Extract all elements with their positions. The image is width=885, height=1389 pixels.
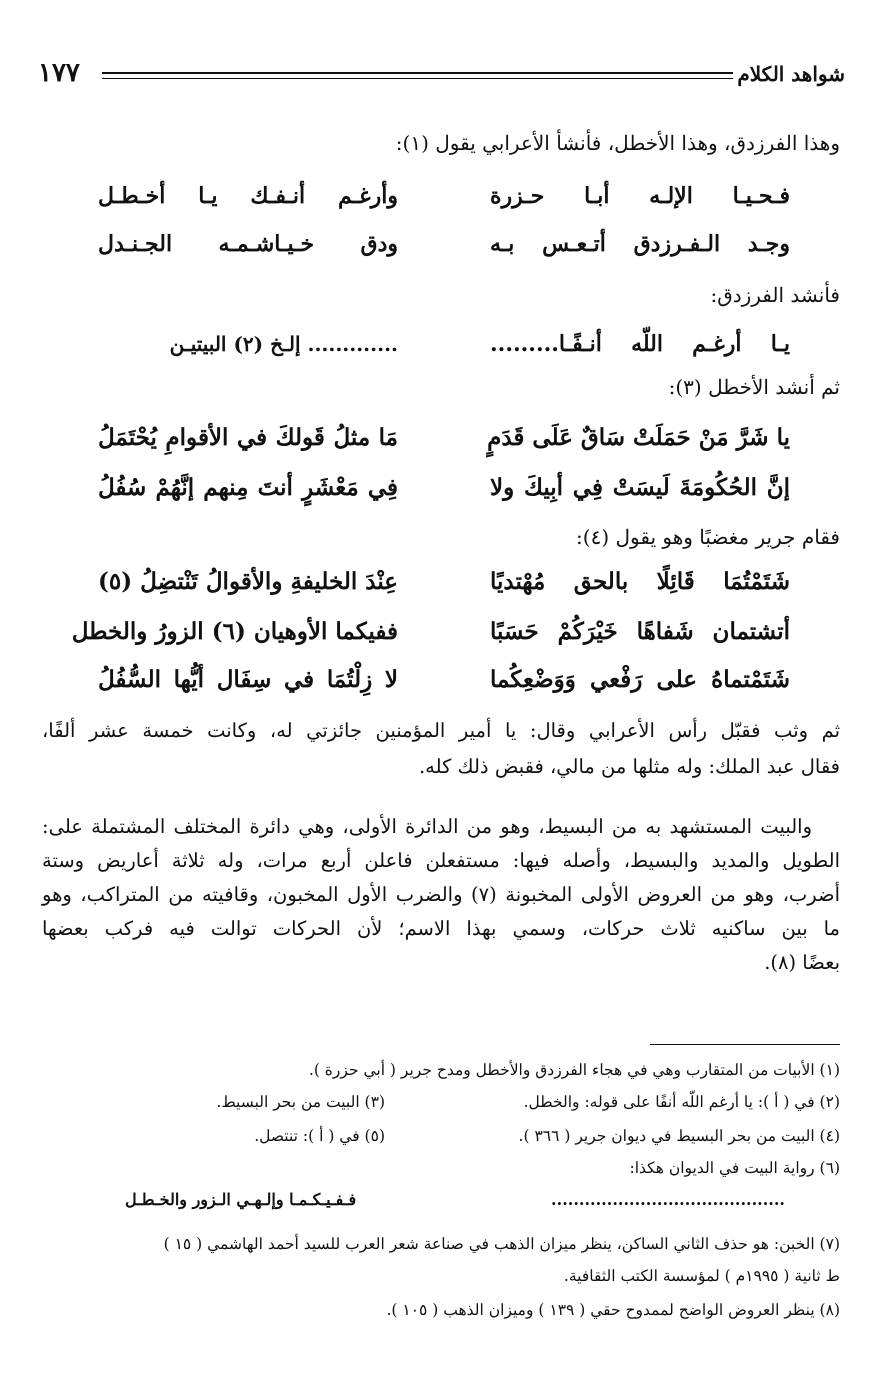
intro-line: وهذا الفرزدق، وهذا الأخطل، فأنشأ الأعرابي يقول (١): [395,131,840,155]
page-number: ١٧٧ [38,58,80,88]
farazdaq-verse-sadr: يـا أرغـم اللّه أنـفًـا......... [490,331,790,357]
footnote-5: (٥) في ( أ ): تنتصل. [254,1127,385,1145]
page-header [38,58,845,100]
poem3-verse3-sadr: شَتَمْتماهُ على رَفْعي وَوَضْعِكُما [490,666,790,693]
footnote-7-line2: ط ثانية ( ١٩٩٥م ) لمؤسسة الكتب الثقافية. [563,1267,840,1285]
akhtal-intro: ثم أنشد الأخطل (٣): [668,375,840,399]
poem1-verse2-ajuz: ودق خـيـاشـمـه الجـنـدل [98,231,398,257]
footnote-6-verse-sadr: .......................................... [551,1190,785,1209]
footnote-3: (٣) البيت من بحر البسيط. [216,1093,385,1111]
poem3-verse2-sadr: أتشتمان شَفاهًا خَيْرَكُمْ حَسَبًا [490,618,790,645]
poem3-verse2-ajuz: ففيكما الأوهيان (٦) الزورُ والخطل [71,618,398,645]
footnote-7-line1: (٧) الخبن: هو حذف الثاني الساكن، ينظر ميزان الذهب في صناعة شعر العرب للسيد أحمد الهاشمي ( ١٥ ) [163,1235,840,1253]
paragraph-line: أضرب، وهو من العروض الأولى المخبونة (٧) والضرب الأول المخبون، وقافيته من المتراكب، وهو [42,883,840,906]
poem2-verse1-ajuz: مَا مثلُ قَولكَ في الأقوامِ يُحْتَمَلُ [98,424,398,451]
footnote-2: (٢) في ( أ ): يا أرغم اللّه أنفًا على قوله: والخطل. [523,1093,840,1111]
poem1-verse2-sadr: وجـد الـفـرزدق أتـعـس بـه [490,231,790,257]
poem3-verse3-ajuz: لا زِلْتُمَا في سِفَال أيُّها السُّفُلُ [98,666,398,693]
poem1-verse1-ajuz: وأرغـم أنـفـك يـا أخـطـل [98,183,398,209]
paragraph-line: والبيت المستشهد به من البسيط، وهو من الدائرة الأولى، وهي دائرة المختلف المشتملة على: [42,815,813,838]
paragraph-1 [42,716,840,782]
paragraph-line: ما بين ساكنيه ثلاث حركات، وسمي بهذا الاسم؛ لأن الحركات توالت فيه فركب بعضها [42,917,840,940]
running-title: شواهد الكلام [737,62,845,86]
poem2-verse2-sadr: إنَّ الحُكُومَةَ لَيسَتْ فِي أبِيكَ ولا [490,474,790,501]
footnote-separator [650,1044,840,1045]
footnote-1: (١) الأبيات من المتقارب وهي في هجاء الفرزدق والأخطل ومدح جرير ( أبي حزرة ). [308,1061,840,1079]
footnote-8: (٨) ينظر العروض الواضح لممدوح حقي ( ١٣٩ ) وميزان الذهب ( ١٠٥ ). [386,1301,840,1319]
jarir-intro: فقام جرير مغضبًا وهو يقول (٤): [576,525,840,549]
paragraph-line: فقال عبد الملك: وله مثلها من مالي، فقبض ذلك كله. [418,755,840,778]
paragraph-2 [42,812,840,978]
footnote-4: (٤) البيت من بحر البسيط في ديوان جرير ( ٣٦٦ ). [518,1127,840,1145]
footnote-6: (٦) رواية البيت في الديوان هكذا: [629,1159,840,1177]
footnote-6-verse-ajuz: فـفـيـكـمـا وإلـهـي الـزور والخـطـل [125,1190,357,1209]
header-rule [102,72,733,79]
poem3-verse1-ajuz: عِنْدَ الخليفةِ والأقوالُ تَنْتضِلُ (٥) [98,568,398,595]
paragraph-line: الطويل والمديد والبسيط، وأصله فيها: مستفعلن فاعلن أربع مرات، وله ثلاثة أعاريض وستة [42,849,840,872]
poem2-verse1-sadr: يا شَرَّ مَنْ حَمَلَتْ سَاقٌ عَلَى قَدَمٍ [487,424,790,451]
farazdaq-intro: فأنشد الفرزدق: [710,283,840,307]
poem2-verse2-ajuz: فِي مَعْشَرٍ أنتَ مِنهم إنَّهُمْ سُفُلُ [98,474,398,501]
farazdaq-verse-ajuz: ............. إلـخ (٢) البيتيـن [169,332,398,356]
poem1-verse1-sadr: فـحـيـا الإلـه أبـا حـزرة [490,183,790,209]
poem3-verse1-sadr: شَتَمْتُمَا قَائِلًا بالحق مُهْتديًا [490,568,790,595]
paragraph-line: بعضًا (٨). [764,951,840,974]
paragraph-line: ثم وثب فقبّل رأس الأعرابي وقال: يا أمير المؤمنين جائزتي له، وكانت خمسة عشر ألفًا، [42,719,840,742]
